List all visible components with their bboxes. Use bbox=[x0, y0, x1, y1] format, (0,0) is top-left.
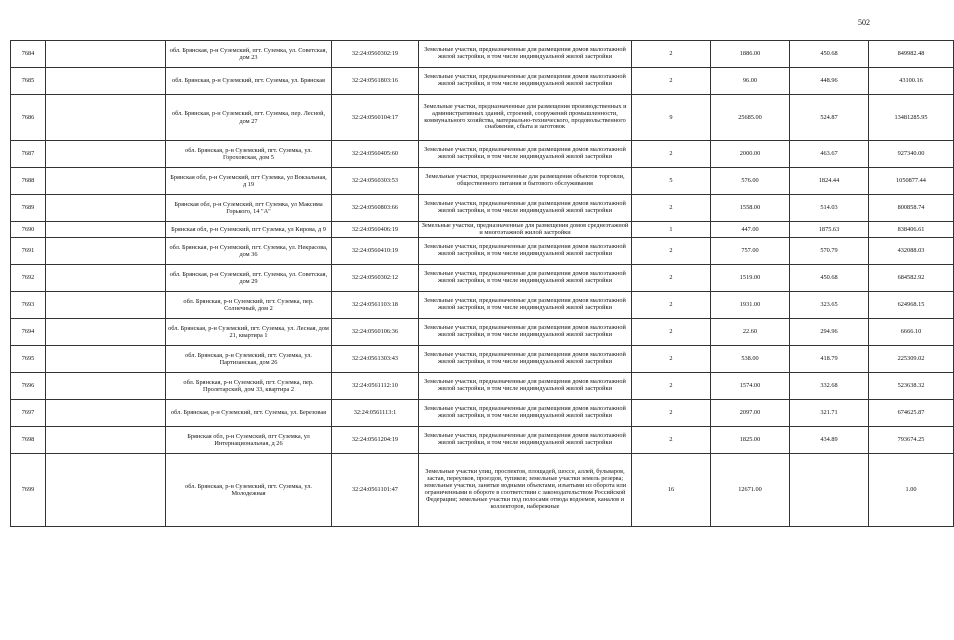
land-use-cell: Земельные участки, предназначенные для размещения домов малоэтажной жилой застройки, в том числе индивидуальной жилой застройки bbox=[419, 195, 632, 222]
land-use-cell: Земельные участки, предназначенные для размещения домов малоэтажной жилой застройки, в том числе индивидуальной жилой застройки bbox=[419, 68, 632, 95]
row-number: 7698 bbox=[11, 427, 46, 454]
cadastral-value-cell: 624968.15 bbox=[869, 292, 954, 319]
cadastral-number-cell: 32:24:0560410:19 bbox=[332, 238, 419, 265]
area-cell: 757.00 bbox=[711, 238, 790, 265]
cadastral-number-cell: 32:24:0561103:18 bbox=[332, 292, 419, 319]
land-use-cell: Земельные участки, предназначенные для размещения домов малоэтажной жилой застройки, в том числе индивидуальной жилой застройки bbox=[419, 346, 632, 373]
group-cell: 1 bbox=[632, 222, 711, 238]
empty-cell bbox=[46, 41, 166, 68]
address-cell: Брянская обл, р-н Суземский, пгт Суземка, ул Интернациональная, д 26 bbox=[166, 427, 332, 454]
specific-value-cell bbox=[790, 454, 869, 527]
area-cell: 12671.00 bbox=[711, 454, 790, 527]
cadastral-number-cell: 32:24:0561113:1 bbox=[332, 400, 419, 427]
empty-cell bbox=[46, 319, 166, 346]
land-use-cell: Земельные участки, предназначенные для размещения домов малоэтажной жилой застройки, в том числе индивидуальной жилой застройки bbox=[419, 400, 632, 427]
area-cell: 2000.00 bbox=[711, 141, 790, 168]
area-cell: 576.00 bbox=[711, 168, 790, 195]
cadastral-number-cell: 32:24:0560803:66 bbox=[332, 195, 419, 222]
area-cell: 1931.00 bbox=[711, 292, 790, 319]
empty-cell bbox=[46, 427, 166, 454]
cadastral-number-cell: 32:24:0560405:60 bbox=[332, 141, 419, 168]
empty-cell bbox=[46, 141, 166, 168]
specific-value-cell: 463.67 bbox=[790, 141, 869, 168]
land-registry-table bbox=[10, 40, 954, 527]
table-row bbox=[11, 95, 954, 141]
group-cell: 2 bbox=[632, 141, 711, 168]
area-cell: 1519.00 bbox=[711, 265, 790, 292]
empty-cell bbox=[46, 265, 166, 292]
empty-cell bbox=[46, 238, 166, 265]
table-row bbox=[11, 141, 954, 168]
row-number: 7684 bbox=[11, 41, 46, 68]
row-number: 7688 bbox=[11, 168, 46, 195]
row-number: 7696 bbox=[11, 373, 46, 400]
empty-cell bbox=[46, 168, 166, 195]
land-use-cell: Земельные участки, предназначенные для размещения объектов торговли, общественного питания и бытового обслуживания bbox=[419, 168, 632, 195]
address-cell: обл. Брянская, р-н Суземский, пгт. Суземка, ул. Лесная, дом 21, квартира 1 bbox=[166, 319, 332, 346]
area-cell: 25685.00 bbox=[711, 95, 790, 141]
cadastral-number-cell: 32:24:0560303:53 bbox=[332, 168, 419, 195]
table-row bbox=[11, 400, 954, 427]
group-cell: 2 bbox=[632, 238, 711, 265]
area-cell: 1825.00 bbox=[711, 427, 790, 454]
table-row bbox=[11, 222, 954, 238]
group-cell: 9 bbox=[632, 95, 711, 141]
cadastral-value-cell: 1050877.44 bbox=[869, 168, 954, 195]
table-row bbox=[11, 454, 954, 527]
land-use-cell: Земельные участки, предназначенные для размещения производственных и административных зданий, строений, сооружений промышленности, коммунального хозяйства, материально-технического, продовольственного снабжения, сбыта и заготовок bbox=[419, 95, 632, 141]
specific-value-cell: 323.65 bbox=[790, 292, 869, 319]
address-cell: обл. Брянская, р-н Суземский, пгт. Суземка, ул. Гороховская, дом 5 bbox=[166, 141, 332, 168]
address-cell: обл. Брянская, р-н Суземский, пгт. Суземка, ул. Молодежная bbox=[166, 454, 332, 527]
cadastral-value-cell: 684582.92 bbox=[869, 265, 954, 292]
area-cell: 1886.00 bbox=[711, 41, 790, 68]
specific-value-cell: 450.68 bbox=[790, 41, 869, 68]
row-number: 7686 bbox=[11, 95, 46, 141]
specific-value-cell: 434.89 bbox=[790, 427, 869, 454]
table-row bbox=[11, 427, 954, 454]
group-cell: 2 bbox=[632, 400, 711, 427]
land-use-cell: Земельные участки, предназначенные для размещения домов малоэтажной жилой застройки, в том числе индивидуальной жилой застройки bbox=[419, 292, 632, 319]
group-cell: 2 bbox=[632, 265, 711, 292]
address-cell: Брянская обл, р-н Суземский, пгт Суземка, ул Максима Горького, 14 "А" bbox=[166, 195, 332, 222]
table-row bbox=[11, 319, 954, 346]
address-cell: обл. Брянская, р-н Суземский, пгт. Суземка, ул. Брянская bbox=[166, 68, 332, 95]
cadastral-value-cell: 927340.00 bbox=[869, 141, 954, 168]
row-number: 7691 bbox=[11, 238, 46, 265]
cadastral-value-cell: 523638.32 bbox=[869, 373, 954, 400]
table-row bbox=[11, 195, 954, 222]
empty-cell bbox=[46, 400, 166, 427]
land-use-cell: Земельные участки, предназначенные для размещения домов малоэтажной жилой застройки, в том числе индивидуальной жилой застройки bbox=[419, 238, 632, 265]
row-number: 7692 bbox=[11, 265, 46, 292]
cadastral-value-cell: 1.00 bbox=[869, 454, 954, 527]
specific-value-cell: 332.68 bbox=[790, 373, 869, 400]
table-row bbox=[11, 168, 954, 195]
group-cell: 2 bbox=[632, 427, 711, 454]
specific-value-cell: 570.79 bbox=[790, 238, 869, 265]
specific-value-cell: 1875.63 bbox=[790, 222, 869, 238]
row-number: 7699 bbox=[11, 454, 46, 527]
group-cell: 16 bbox=[632, 454, 711, 527]
address-cell: обл. Брянская, р-н Суземский, пгт. Суземка, ул. Партизанская, дом 26 bbox=[166, 346, 332, 373]
land-use-cell: Земельные участки, предназначенные для размещения домов малоэтажной жилой застройки, в том числе индивидуальной жилой застройки bbox=[419, 427, 632, 454]
address-cell: Брянская обл, р-н Суземский, пгт Суземка, ул Кирова, д 9 bbox=[166, 222, 332, 238]
specific-value-cell: 321.71 bbox=[790, 400, 869, 427]
cadastral-value-cell: 6666.10 bbox=[869, 319, 954, 346]
land-use-cell: Земельные участки, предназначенные для размещения домов малоэтажной жилой застройки, в том числе индивидуальной жилой застройки bbox=[419, 373, 632, 400]
row-number: 7693 bbox=[11, 292, 46, 319]
address-cell: обл. Брянская, р-н Суземский, пгт. Суземка, ул. Советская, дом 29 bbox=[166, 265, 332, 292]
cadastral-value-cell: 225309.02 bbox=[869, 346, 954, 373]
table-row bbox=[11, 68, 954, 95]
group-cell: 2 bbox=[632, 292, 711, 319]
row-number: 7690 bbox=[11, 222, 46, 238]
group-cell: 2 bbox=[632, 346, 711, 373]
land-use-cell: Земельные участки, предназначенные для размещения домов среднеэтажной и многоэтажной жилой застройки bbox=[419, 222, 632, 238]
address-cell: Брянская обл, р-н Суземский, пгт Суземка, ул Вокзальная, д 19 bbox=[166, 168, 332, 195]
cadastral-number-cell: 32:24:0561112:10 bbox=[332, 373, 419, 400]
area-cell: 96.00 bbox=[711, 68, 790, 95]
address-cell: обл. Брянская, р-н Суземский, пгт. Суземка, ул. Некрасова, дом 36 bbox=[166, 238, 332, 265]
land-use-cell: Земельные участки, предназначенные для размещения домов малоэтажной жилой застройки, в том числе индивидуальной жилой застройки bbox=[419, 41, 632, 68]
row-number: 7685 bbox=[11, 68, 46, 95]
cadastral-number-cell: 32:24:0560302:12 bbox=[332, 265, 419, 292]
address-cell: обл. Брянская, р-н Суземский, пгт. Суземка, пер. Солнечный, дом 2 bbox=[166, 292, 332, 319]
cadastral-value-cell: 838406.61 bbox=[869, 222, 954, 238]
group-cell: 2 bbox=[632, 195, 711, 222]
cadastral-number-cell: 32:24:0560104:17 bbox=[332, 95, 419, 141]
address-cell: обл. Брянская, р-н Суземский, пгт. Суземка, пер. Пролетарский, дом 33, квартира 2 bbox=[166, 373, 332, 400]
area-cell: 538.00 bbox=[711, 346, 790, 373]
table-row bbox=[11, 238, 954, 265]
group-cell: 2 bbox=[632, 319, 711, 346]
specific-value-cell: 1824.44 bbox=[790, 168, 869, 195]
cadastral-value-cell: 674625.87 bbox=[869, 400, 954, 427]
area-cell: 22.60 bbox=[711, 319, 790, 346]
cadastral-number-cell: 32:24:0560302:19 bbox=[332, 41, 419, 68]
cadastral-value-cell: 13481285.95 bbox=[869, 95, 954, 141]
empty-cell bbox=[46, 95, 166, 141]
row-number: 7697 bbox=[11, 400, 46, 427]
specific-value-cell: 524.87 bbox=[790, 95, 869, 141]
land-use-cell: Земельные участки, предназначенные для размещения домов малоэтажной жилой застройки, в том числе индивидуальной жилой застройки bbox=[419, 319, 632, 346]
group-cell: 2 bbox=[632, 68, 711, 95]
area-cell: 1574.00 bbox=[711, 373, 790, 400]
empty-cell bbox=[46, 373, 166, 400]
empty-cell bbox=[46, 68, 166, 95]
address-cell: обл. Брянская, р-н Суземский, пгт. Суземка, ул. Советская, дом 23 bbox=[166, 41, 332, 68]
specific-value-cell: 418.79 bbox=[790, 346, 869, 373]
cadastral-number-cell: 32:24:0561101:47 bbox=[332, 454, 419, 527]
cadastral-number-cell: 32:24:0561803:16 bbox=[332, 68, 419, 95]
table-row bbox=[11, 265, 954, 292]
table-row bbox=[11, 292, 954, 319]
cadastral-number-cell: 32:24:0560406:19 bbox=[332, 222, 419, 238]
land-use-cell: Земельные участки, предназначенные для размещения домов малоэтажной жилой застройки, в том числе индивидуальной жилой застройки bbox=[419, 141, 632, 168]
cadastral-number-cell: 32:24:0561204:19 bbox=[332, 427, 419, 454]
empty-cell bbox=[46, 454, 166, 527]
area-cell: 447.00 bbox=[711, 222, 790, 238]
row-number: 7694 bbox=[11, 319, 46, 346]
row-number: 7689 bbox=[11, 195, 46, 222]
area-cell: 1558.00 bbox=[711, 195, 790, 222]
cadastral-value-cell: 800858.74 bbox=[869, 195, 954, 222]
page-number: 502 bbox=[858, 18, 870, 27]
specific-value-cell: 450.68 bbox=[790, 265, 869, 292]
group-cell: 2 bbox=[632, 373, 711, 400]
empty-cell bbox=[46, 195, 166, 222]
empty-cell bbox=[46, 346, 166, 373]
row-number: 7695 bbox=[11, 346, 46, 373]
address-cell: обл. Брянская, р-н Суземский, пгт. Суземка, ул. Березовая bbox=[166, 400, 332, 427]
row-number: 7687 bbox=[11, 141, 46, 168]
specific-value-cell: 448.96 bbox=[790, 68, 869, 95]
table-row bbox=[11, 41, 954, 68]
cadastral-value-cell: 849982.48 bbox=[869, 41, 954, 68]
table-row bbox=[11, 346, 954, 373]
cadastral-number-cell: 32:24:0561303:43 bbox=[332, 346, 419, 373]
land-use-cell: Земельные участки улиц, проспектов, площадей, шоссе, аллей, бульваров, застав, переулков, проездов, тупиков; земельные участки земель резерва; земельные участки, занятые водными объектами, изъятыми из оборота или ограниченными в обороте в соответствии с законодательством Российской Федерации; земельные участки под полосами отвода водоемов, каналов и коллекторов, набережные bbox=[419, 454, 632, 527]
group-cell: 5 bbox=[632, 168, 711, 195]
cadastral-number-cell: 32:24:0560106:36 bbox=[332, 319, 419, 346]
table-row bbox=[11, 373, 954, 400]
cadastral-value-cell: 432088.03 bbox=[869, 238, 954, 265]
specific-value-cell: 514.03 bbox=[790, 195, 869, 222]
group-cell: 2 bbox=[632, 41, 711, 68]
specific-value-cell: 294.96 bbox=[790, 319, 869, 346]
cadastral-value-cell: 793674.25 bbox=[869, 427, 954, 454]
address-cell: обл. Брянская, р-н Суземский, пгт. Суземка, пер. Лесной, дом 27 bbox=[166, 95, 332, 141]
empty-cell bbox=[46, 222, 166, 238]
area-cell: 2097.00 bbox=[711, 400, 790, 427]
land-use-cell: Земельные участки, предназначенные для размещения домов малоэтажной жилой застройки, в том числе индивидуальной жилой застройки bbox=[419, 265, 632, 292]
cadastral-value-cell: 43100.16 bbox=[869, 68, 954, 95]
empty-cell bbox=[46, 292, 166, 319]
